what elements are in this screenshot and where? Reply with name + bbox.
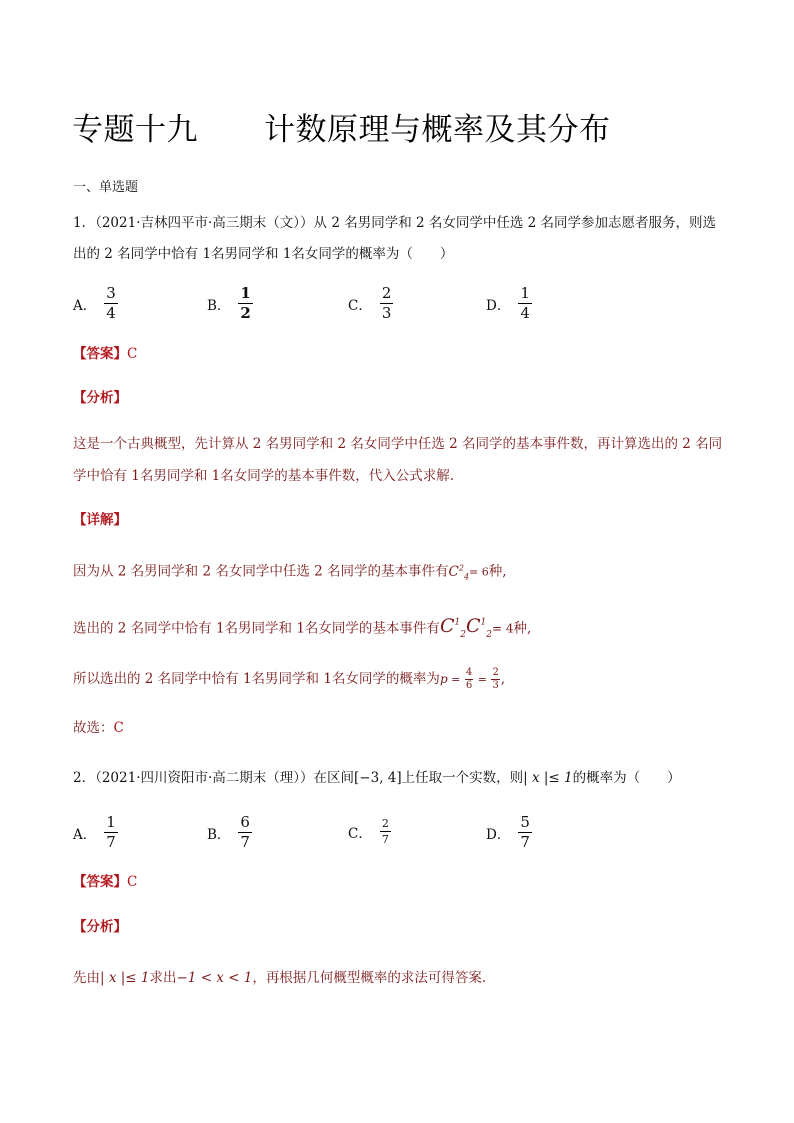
question-1-line-1: 1．（2021·吉林四平市·高三期末（文））从 2 名男同学和 2 名女同学中任选 2 名同学参加志愿者服务，则选	[73, 215, 717, 231]
question-2-line-1: 2．（2021·四川资阳市·高二期末（理））在区间[−3, 4]上任取一个实数，则| x |≤ 1的概率为（ ）	[73, 770, 681, 786]
option-letter: D．	[486, 297, 511, 314]
q2-option-b	[207, 815, 252, 850]
q1-analysis-line-2: 学中恰有 1名男同学和 1名女同学的基本事件数，代入公式求解.	[73, 468, 455, 484]
option-fraction: $\frac{1}{7}$	[106, 813, 116, 851]
q2-answer	[73, 866, 137, 898]
combination-formula: $C^2_4$	[448, 563, 470, 582]
option-fraction: $\frac{1}{2}$	[240, 284, 251, 322]
answer-label: 【答案】	[73, 346, 127, 362]
q1-option-c	[348, 286, 393, 321]
combination-formula: $C^1_2C^1_2$	[439, 615, 492, 641]
option-fraction: $\frac{1}{4}$	[520, 284, 530, 322]
q1-option-b	[207, 286, 253, 321]
option-fraction: $\frac{2}{7}$	[381, 817, 389, 846]
option-letter: A．	[73, 826, 97, 843]
q2-option-c	[348, 818, 391, 845]
title-topic-name: 计数原理与概率及其分布	[264, 112, 611, 148]
q1-option-d	[486, 286, 532, 321]
option-fraction: $\frac{5}{7}$	[520, 813, 530, 851]
answer-value: C	[127, 346, 138, 362]
q2-analysis-line: 先由| x |≤ 1求出−1 < x < 1，再根据几何概型概率的求法可得答案.	[73, 970, 487, 986]
option-fraction: $\frac{3}{4}$	[106, 284, 116, 322]
option-letter: D．	[486, 826, 511, 843]
page-title	[72, 104, 611, 149]
section-heading: 一、单选题	[73, 180, 139, 195]
q1-analysis-line-1: 这是一个古典概型，先计算从 2 名男同学和 2 名女同学中任选 2 名同学的基本事件数，再计算选出的 2 名同	[73, 436, 723, 452]
q1-analysis-label: 【分析】	[73, 390, 127, 406]
q2-analysis-label: 【分析】	[73, 919, 127, 935]
q1-detail-line-2: 选出的 2 名同学中恰有 1名男同学和 1名女同学的基本事件有$C^1_2C^1_2= 4$种,	[73, 615, 532, 641]
title-topic-number: 专题十九	[72, 112, 198, 148]
option-letter: C．	[348, 297, 372, 314]
q1-choose: 故选：C	[73, 720, 124, 736]
answer-value: C	[127, 874, 138, 890]
q1-detail-label: 【详解】	[73, 512, 127, 528]
option-fraction: $\frac{6}{7}$	[240, 813, 250, 851]
option-letter: A．	[73, 297, 97, 314]
answer-label: 【答案】	[73, 874, 127, 890]
condition-expression: | x |≤ 1	[523, 770, 573, 786]
interval-expression: [−3, 4]	[354, 770, 402, 786]
q1-answer	[73, 338, 137, 370]
q1-detail-line-3: 所以选出的 2 名同学中恰有 1名男同学和 1名女同学的概率为p = $\frac{4}{6}$ = $\frac{2}{3}$ ,	[73, 667, 506, 691]
q1-option-a	[73, 286, 118, 321]
probability-fraction: $\frac{4}{6}$	[465, 667, 473, 691]
option-letter: C．	[348, 825, 372, 842]
question-1-line-2: 出的 2 名同学中恰有 1名男同学和 1名女同学的概率为（ ）	[73, 246, 454, 262]
option-letter: B．	[207, 826, 231, 843]
option-letter: B．	[207, 297, 231, 314]
q1-detail-line-1: 因为从 2 名男同学和 2 名女同学中任选 2 名同学的基本事件有$C^2_4= 6$种,	[73, 563, 507, 582]
option-fraction: $\frac{2}{3}$	[381, 284, 392, 322]
probability-fraction: $\frac{2}{3}$	[492, 667, 499, 691]
q2-option-a	[73, 815, 118, 850]
q2-option-d	[486, 815, 532, 850]
